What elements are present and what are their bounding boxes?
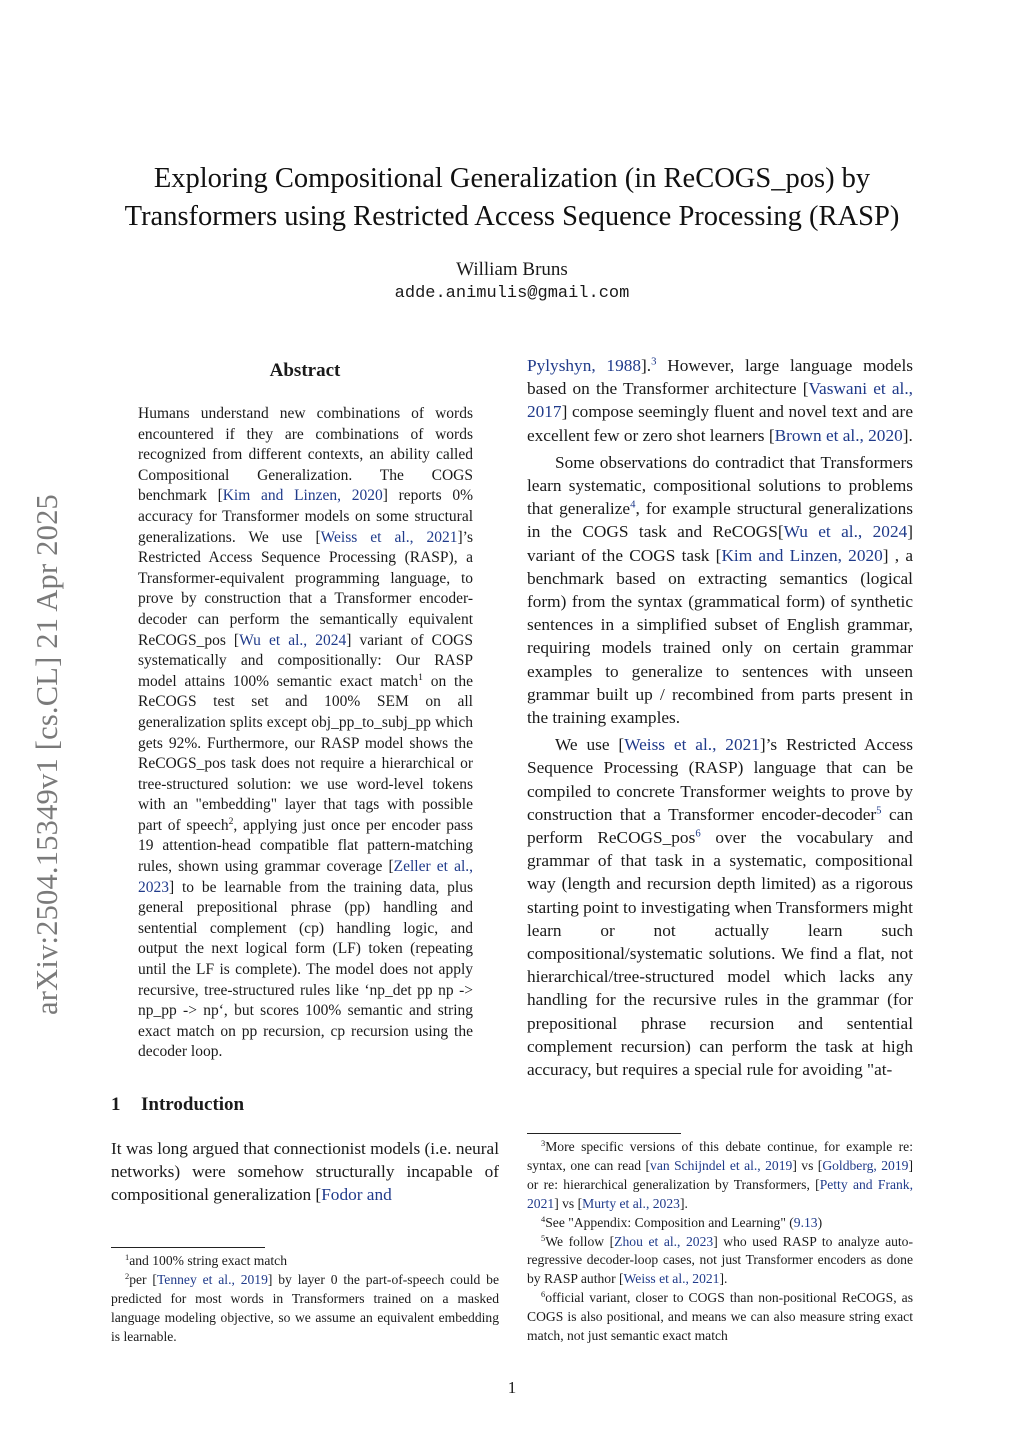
footnote-text: ]. bbox=[719, 1271, 728, 1287]
author-name: William Bruns bbox=[456, 259, 568, 280]
paper-title-line-1: Exploring Compositional Generalization (in ReCOGS_pos) by bbox=[153, 163, 871, 194]
citation-link[interactable]: van Schijndel et al., 2019 bbox=[650, 1157, 793, 1173]
footnote-4 bbox=[527, 1214, 913, 1233]
footnote-6 bbox=[527, 1289, 913, 1346]
citation-link[interactable]: Murty et al., 2023 bbox=[582, 1195, 680, 1211]
citation-link[interactable]: Zeller et al., 2023 bbox=[138, 858, 473, 896]
citation-link[interactable]: Vaswani et al., 2017 bbox=[527, 379, 913, 422]
body-text-run: ]. bbox=[902, 425, 913, 445]
right-footnotes bbox=[527, 1133, 913, 1346]
arxiv-identifier bbox=[31, 455, 63, 1053]
footnote-text: More specific versions of this debate continue, for example re: syntax, one can read [ bbox=[527, 1139, 913, 1173]
abstract-text-run: ] to be learnable from the training data, plus general prepositional phrase (pp) handling and sentential complement (cp) handling logic, and output the next logical form (LF) token (repeating until the LF is complete). The model does not apply recursive, tree-structured rules like ‘np_det pp np -> np_pp -> np‘, but scores 100% semantic and string exact match on pp recursion, cp recursion using the decoder loop. bbox=[138, 878, 473, 1061]
abstract-paragraph bbox=[138, 404, 473, 1063]
footnote-number: 3 bbox=[541, 1137, 546, 1148]
abstract-text bbox=[138, 404, 473, 1063]
body-text-run: ]’s Restricted Access Sequence Processing (RASP) language that can be compiled to concrete Transformer weights to prove by construction that a Transformer encoder-decoder bbox=[527, 735, 913, 824]
section-heading-introduction bbox=[111, 1093, 499, 1117]
body-text-run: ] variant of the COGS task [ bbox=[527, 522, 913, 565]
body-text-run: ] , a benchmark based on extracting semantics (logical form) from the syntax (grammatical form) of synthetic sentences in a simplified subset of English grammar, requiring models trained only on certain grammar examples to generalize to sentences with unseen grammar built up / recombined from parts present in the training examples. bbox=[527, 545, 914, 728]
body-paragraph bbox=[527, 451, 913, 729]
body-text-run: can perform ReCOGS_pos bbox=[527, 804, 913, 848]
body-text-run: We use [ bbox=[555, 735, 625, 755]
footnote-marker[interactable]: 6 bbox=[695, 827, 701, 840]
footnote-marker[interactable]: 3 bbox=[651, 355, 657, 368]
intro-body bbox=[527, 354, 913, 1081]
citation-link[interactable]: Petty and Frank, 2021 bbox=[527, 1176, 913, 1211]
left-column bbox=[111, 354, 499, 1211]
citation-link[interactable]: Weiss et al., 2021 bbox=[623, 1271, 720, 1287]
citation-link[interactable]: Kim and Linzen, 2020 bbox=[222, 487, 383, 505]
footnote-text: ] by layer 0 the part-of-speech could be predicted for most words in Transformers trained on a masked language modeling objective, so we assume an equivalent embedding is learnable. bbox=[111, 1271, 499, 1344]
body-text-run: However, large language models based on the Transformer architecture [ bbox=[527, 356, 914, 399]
body-text-run: Some observations do contradict that Transformers learn systematic, compositional solutions to problems that generalize bbox=[527, 452, 913, 519]
body-text-run: over the vocabulary and grammar of that task in a systematic, compositional way (length and recursion depth limited) as a rigorous starting point to investigating when Transformers might learn or not actually learn such compositional/systematic solutions. We find a flat, not hierarchical/tree-structured model which lacks any handling for the recursive rules in the grammar (for prepositional phrase recursion and sentential complement recursion) can perform the task at high accuracy, but requires a special rule for avoiding "at- bbox=[527, 828, 914, 1080]
body-text-run: It was long argued that connectionist models (i.e. neural networks) were somehow structurally incapable of compositional generalization [ bbox=[111, 1139, 499, 1205]
citation-link[interactable]: Tenney et al., 2019 bbox=[156, 1271, 268, 1287]
footnote-3 bbox=[527, 1138, 913, 1214]
abstract-text-run: ] reports 0% accuracy for Transformer models on some structural generalizations. We use [ bbox=[138, 487, 473, 546]
footnote-number: 4 bbox=[541, 1213, 546, 1224]
footnote-text: ]. bbox=[679, 1195, 688, 1211]
abstract-text-run: ]’s Restricted Access Sequence Processing (RASP), a Transformer-equivalent programming language, to prove by construction that a Transformer encoder-decoder can perform the semantically equivalent ReCOGS_pos [ bbox=[138, 528, 473, 649]
footnote-marker[interactable]: 5 bbox=[876, 804, 882, 817]
footnote-marker[interactable]: 4 bbox=[630, 498, 636, 511]
citation-link[interactable]: Pylyshyn, 1988 bbox=[527, 356, 641, 375]
footnote-text: See "Appendix: Composition and Learning" ( bbox=[545, 1214, 794, 1230]
footnote-text: ) bbox=[817, 1214, 823, 1230]
footnote-2 bbox=[111, 1271, 499, 1347]
author-email: adde.animulis@gmail.com bbox=[394, 284, 630, 303]
body-text-run: ] compose seemingly fluent and novel text and are excellent few or zero shot learners [ bbox=[527, 402, 913, 445]
abstract-heading: Abstract bbox=[269, 360, 341, 381]
footnote-number: 6 bbox=[541, 1289, 546, 1300]
right-column bbox=[527, 354, 913, 1085]
section-title: Introduction bbox=[141, 1094, 245, 1115]
footnote-text: ] vs [ bbox=[792, 1157, 823, 1173]
footnote-text: and 100% string exact match bbox=[129, 1253, 288, 1268]
abstract-text-run: , applying just once per encoder pass 19 attention-head compatible flat pattern-matching rules, shown using grammar coverage [ bbox=[138, 816, 473, 876]
footnote-text: official variant, closer to COGS than non-positional ReCOGS, as COGS is also positional, and means we can also measure string exact match, not just semantic exact match bbox=[527, 1290, 913, 1344]
paper-title-line-2: Transformers using Restricted Access Sequence Processing (RASP) bbox=[124, 201, 900, 232]
body-text-run: ]. bbox=[641, 356, 652, 375]
citation-link[interactable]: Kim and Linzen, 2020 bbox=[721, 545, 883, 565]
citation-link[interactable]: Weiss et al., 2021 bbox=[320, 528, 458, 546]
footnote-text: ] or re: hierarchical generalization by Transformers, [ bbox=[527, 1157, 913, 1192]
section-link[interactable]: 9.13 bbox=[793, 1214, 818, 1230]
footnote-text: ] who used RASP to analyze auto-regressive decoder-loop cases, not just Transformer encoders as done by RASP author [ bbox=[527, 1233, 914, 1287]
abstract-text-run: on the ReCOGS test set and 100% SEM on all generalization splits except obj_pp_to_subj_pp which gets 92%. Furthermore, our RASP model shows the ReCOGS_pos task does not require a hierarchical or tree-structured solution: we use word-level tokens with an "embedding" layer that tags with possible part of speech bbox=[138, 672, 473, 834]
citation-link[interactable]: Zhou et al., 2023 bbox=[614, 1233, 714, 1249]
intro-paragraph-1-start bbox=[111, 1137, 499, 1207]
footnote-marker[interactable]: 2 bbox=[228, 815, 234, 827]
footnote-number: 2 bbox=[125, 1270, 130, 1281]
footnote-text: per [ bbox=[129, 1271, 157, 1287]
body-paragraph bbox=[111, 1137, 499, 1207]
citation-link[interactable]: Wu et al., 2024 bbox=[239, 631, 347, 649]
footnote-rule bbox=[527, 1133, 681, 1134]
footnote-number: 1 bbox=[125, 1251, 130, 1262]
footnote-1 bbox=[111, 1252, 499, 1271]
footnote-text: We follow [ bbox=[545, 1233, 615, 1249]
citation-link[interactable]: Goldberg, 2019 bbox=[822, 1157, 909, 1173]
citation-link[interactable]: Wu et al., 2024 bbox=[783, 522, 908, 542]
footnote-rule bbox=[111, 1247, 265, 1248]
author-block bbox=[0, 258, 1024, 306]
arxiv-identifier-text: arXiv:2504.15349v1 [cs.CL] 21 Apr 2025 bbox=[29, 493, 64, 1015]
citation-link[interactable]: Brown et al., 2020 bbox=[774, 425, 903, 445]
footnote-5 bbox=[527, 1233, 913, 1290]
paper-title bbox=[80, 160, 944, 236]
left-footnotes bbox=[111, 1247, 499, 1347]
section-number: 1 bbox=[111, 1094, 121, 1115]
footnote-text: ] vs [ bbox=[554, 1195, 583, 1211]
citation-link[interactable]: Weiss et al., 2021 bbox=[624, 735, 760, 755]
body-paragraph bbox=[527, 354, 913, 447]
citation-link[interactable]: Fodor and bbox=[321, 1185, 392, 1205]
abstract-text-run: Humans understand new combinations of words encountered if they are combinations of words recognized from different contexts, an ability called Compositional Generalization. The COGS benchmark [ bbox=[138, 405, 473, 505]
abstract-text-run: ] variant of COGS systematically and compositionally: Our RASP model attains 100% semantic exact match bbox=[138, 631, 473, 690]
footnote-number: 5 bbox=[541, 1232, 546, 1243]
footnote-marker[interactable]: 1 bbox=[418, 671, 423, 683]
body-paragraph bbox=[527, 733, 913, 1081]
body-text-run: , for example structural generalizations in the COGS task and ReCOGS[ bbox=[527, 499, 913, 542]
page-number: 1 bbox=[507, 1378, 517, 1397]
